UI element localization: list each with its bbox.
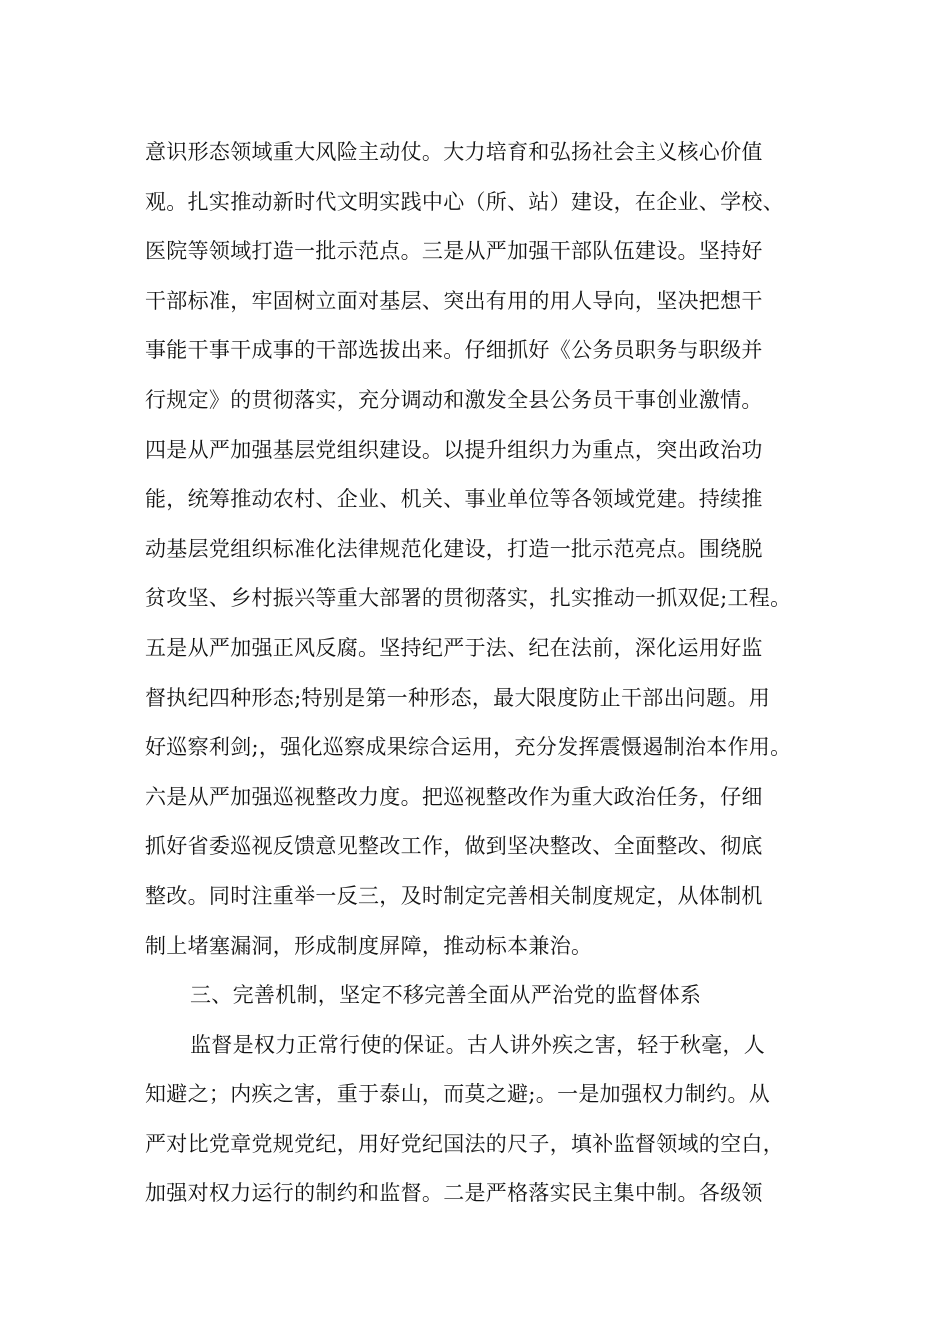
- text-line: 动基层党组织标准化法律规范化建设，打造一批示范亮点。围绕脱: [145, 536, 763, 561]
- text-line: 制上堵塞漏洞，形成制度屏障，推动标本兼治。: [145, 933, 593, 958]
- text-line: 行规定》的贯彻落实，充分调动和激发全县公务员干事创业激情。: [145, 387, 763, 412]
- text-line: 知避之；内疾之害，重于泰山，而莫之避;。一是加强权力制约。从: [145, 1082, 771, 1107]
- document-body: [145, 128, 815, 1219]
- paragraph-first-line: 监督是权力正常行使的保证。古人讲外疾之害，轻于秋毫，人: [190, 1032, 766, 1057]
- text-line: 事能干事干成事的干部选拔出来。仔细抓好《公务员职务与职级并: [145, 338, 763, 363]
- text-line: 能，统筹推动农村、企业、机关、事业单位等各领域党建。持续推: [145, 487, 763, 512]
- text-line: 六是从严加强巡视整改力度。把巡视整改作为重大政治任务，仔细: [145, 784, 763, 809]
- text-line: 加强对权力运行的制约和监督。二是严格落实民主集中制。各级领: [145, 1181, 763, 1206]
- text-line: 督执纪四种形态;特别是第一种形态，最大限度防止干部出问题。用: [145, 685, 771, 710]
- text-line: 观。扎实推动新时代文明实践中心（所、站）建设，在企业、学校、: [145, 189, 784, 214]
- text-line: 意识形态领域重大风险主动仗。大力培育和弘扬社会主义核心价值: [145, 140, 763, 164]
- text-line: 医院等领域打造一批示范点。三是从严加强干部队伍建设。坚持好: [145, 239, 763, 264]
- text-line: 贫攻坚、乡村振兴等重大部署的贯彻落实，扎实推动一抓双促;工程。: [145, 586, 792, 611]
- text-line: 五是从严加强正风反腐。坚持纪严于法、纪在法前，深化运用好监: [145, 635, 763, 660]
- text-line: 干部标准，牢固树立面对基层、突出有用的用人导向，坚决把想干: [145, 288, 763, 313]
- text-line: 严对比党章党规党纪，用好党纪国法的尺子，填补监督领域的空白，: [145, 1131, 784, 1156]
- text-line: 四是从严加强基层党组织建设。以提升组织力为重点，突出政治功: [145, 437, 763, 462]
- section-heading: 三、完善机制，坚定不移完善全面从严治党的监督体系: [190, 983, 702, 1008]
- text-line: 好巡察利剑;，强化巡察成果综合运用，充分发挥震慑遏制治本作用。: [145, 735, 792, 760]
- text-line: 抓好省委巡视反馈意见整改工作，做到坚决整改、全面整改、彻底: [145, 834, 763, 859]
- text-line: 整改。同时注重举一反三，及时制定完善相关制度规定，从体制机: [145, 883, 763, 908]
